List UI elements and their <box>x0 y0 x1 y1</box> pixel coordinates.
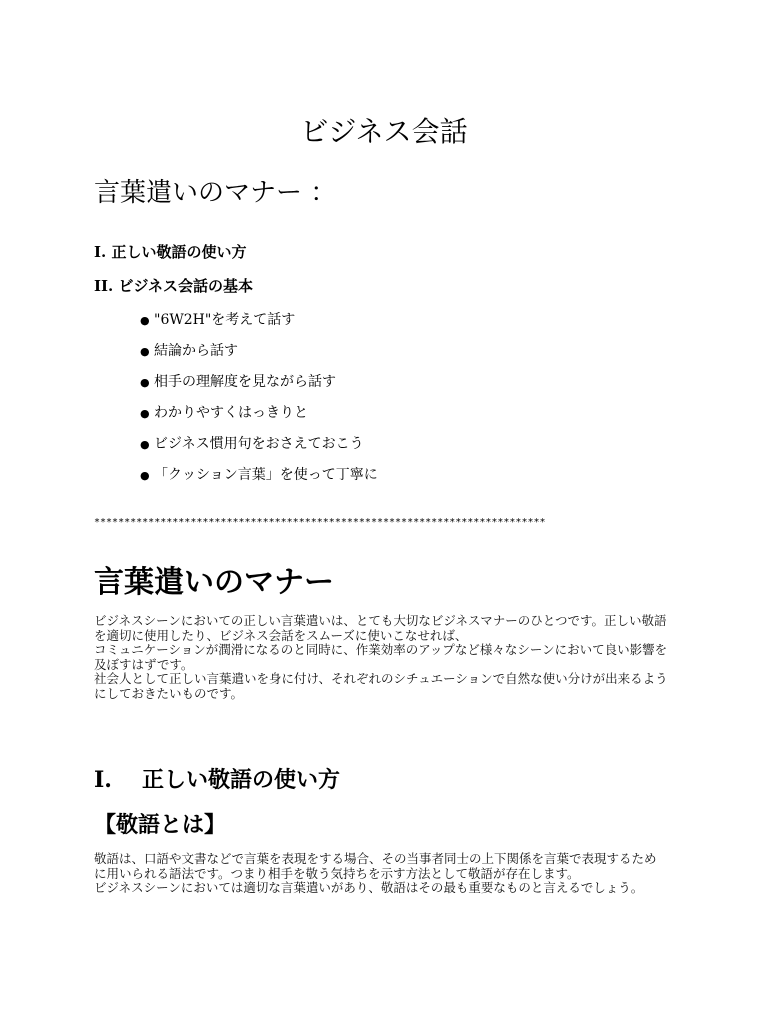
asterisk-separator: *************************************************************************** <box>94 517 546 528</box>
intro-paragraph <box>94 614 668 701</box>
list-item <box>140 341 378 372</box>
bullet-text: ビジネス慣用句をおさえておこう <box>154 436 364 452</box>
list-item <box>140 372 378 403</box>
list-item <box>140 465 378 496</box>
toc-item-keigo: I. 正しい敬語の使い方 <box>94 243 247 261</box>
subsection-number: I. <box>94 767 112 793</box>
list-item <box>140 403 378 434</box>
bullet-dot-icon: ● <box>140 469 150 482</box>
bullet-text: わかりやすくはっきりと <box>154 405 308 421</box>
subsection-title: 正しい敬語の使い方 <box>142 767 341 793</box>
keigo-paragraph <box>94 852 668 896</box>
bullet-dot-icon: ● <box>140 376 150 389</box>
bullet-text: "6W2H"を考えて話す <box>154 312 296 328</box>
toc-item-business-conversation: II. ビジネス会話の基本 <box>94 277 254 295</box>
paragraph-line: ビジネスシーンにおいては適切な言葉遣いがあり、敬語はその最も重要なものと言えるでしょう。 <box>94 880 644 895</box>
document-title: ビジネス会話 <box>300 115 468 148</box>
bullet-text: 相手の理解度を見ながら話す <box>154 374 336 390</box>
bullet-text: 「クッション言葉」を使って丁寧に <box>154 467 378 483</box>
keigo-definition-heading: 【敬語とは】 <box>94 812 227 838</box>
toc-heading: 言葉遣いのマナー ： <box>94 178 337 208</box>
bullet-dot-icon: ● <box>140 438 150 451</box>
paragraph-line: コミュニケーションが潤滑になるのと同時に、作業効率のアップなど様々なシーンにおいて良い影響を及ぼすはずです。 <box>94 642 668 672</box>
bullet-dot-icon: ● <box>140 314 150 327</box>
paragraph-line: 敬語は、口語や文書などで言葉を表現をする場合、その当事者同士の上下関係を言葉で表現するために用いられる語法です。つまり相手を敬う気持ちを示す方法として敬語が存在します。 <box>94 851 657 881</box>
bullet-dot-icon: ● <box>140 345 150 358</box>
section-heading: 言葉遣いのマナー <box>94 565 334 600</box>
toc-bullet-list <box>140 310 378 496</box>
bullet-text: 結論から話す <box>154 343 238 359</box>
list-item <box>140 434 378 465</box>
list-item <box>140 310 378 341</box>
paragraph-line: ビジネスシーンにおいての正しい言葉遣いは、とても大切なビジネスマナーのひとつです。正しい敬語を適切に使用したり、ビジネス会話をスムーズに使いこなせれば、 <box>94 613 667 643</box>
bullet-dot-icon: ● <box>140 407 150 420</box>
paragraph-line: 社会人として正しい言葉遣いを身に付け、それぞれのシチュエーションで自然な使い分けが出来るようにしておきたいものです。 <box>94 671 668 701</box>
subsection-heading <box>94 766 340 794</box>
